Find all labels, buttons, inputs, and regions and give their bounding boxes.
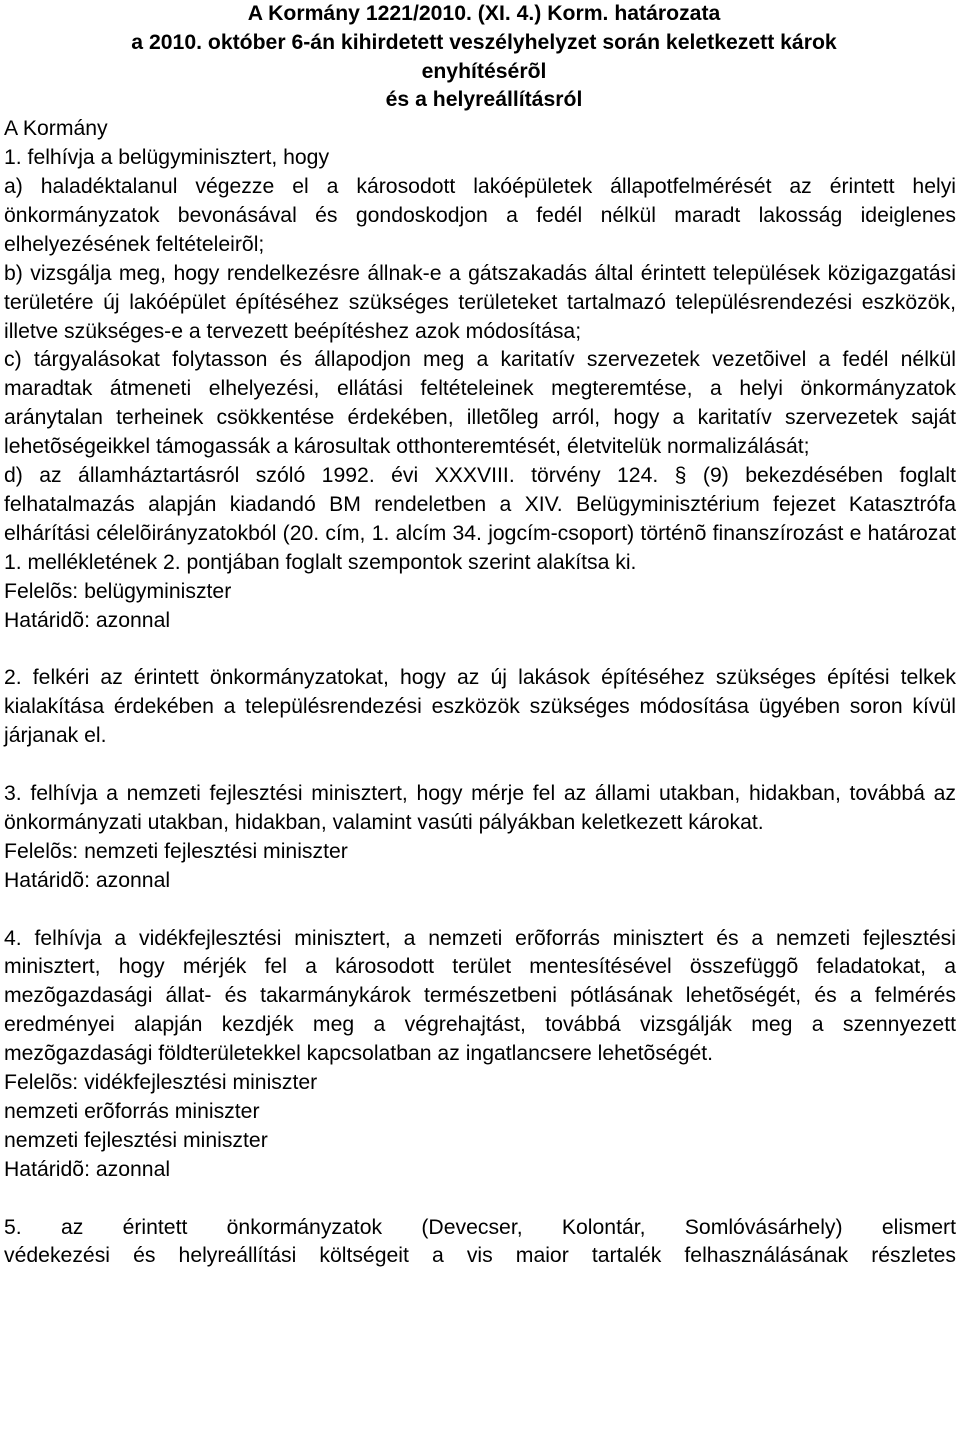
- point-1-heading: 1. felhívja a belügyminisztert, hogy: [4, 146, 330, 170]
- point-1-deadline: Határidõ: azonnal: [4, 608, 171, 632]
- point-4-deadline: Határidõ: azonnal: [4, 1157, 171, 1181]
- point-1-a: a) haladéktalanul végezze el a károsodott lakóépületek állapotfelmérését az érintett helyi önkormányzatok bevonásával és gondoskodjon a fedél nélkül maradt lakosság ideiglenes elhelyezésének feltételeirõl;: [4, 175, 956, 256]
- point-1-b: b) vizsgálja meg, hogy rendelkezésre állnak-e a gátszakadás által érintett települések közigazgatási területére új lakóépület építéséhez szükséges területeket tartalmazó településrendezési eszközök, illetve szükséges-e a tervezett beépítéshez azok módosítása;: [4, 261, 956, 343]
- point-2-text: 2. felkéri az érintett önkormányzatokat, hogy az új lakások építéséhez szükséges építési telkek kialakítása érdekében a településrendezési eszközök szükséges módosítása ügyében soron kívül járjanak el.: [4, 666, 956, 748]
- spacer: [4, 1185, 956, 1214]
- document-body: [4, 115, 956, 1271]
- point-1-c: c) tárgyalásokat folytasson és állapodjon meg a karitatív szervezetek vezetõivel a fedél nélkül maradtak átmeneti elhelyezési, ellátási feltételeinek megteremtése, a helyi önkormányzatok aránytalan terheinek csökkentése érdekében, illetõleg arról, hogy a karitatív szervezetek saját lehetõségeikkel támogassák a károsultak otthonteremtését, életvitelük normalizálását;: [4, 348, 956, 459]
- point-5-line-1: 5. az érintett önkormányzatok (Devecser, Kolontár, Somlóvásárhely) elismert: [4, 1215, 956, 1239]
- point-3-text: 3. felhívja a nemzeti fejlesztési minisztert, hogy mérje fel az állami utakban, hidakban, továbbá az önkormányzati utakban, hidakban, valamint vasúti pályákban keletkezett károkat.: [4, 782, 956, 834]
- point-1-d: d) az államháztartásról szóló 1992. évi XXXVIII. törvény 124. § (9) bekezdésében foglalt felhatalmazás alapján kiadandó BM rendeletben a XIV. Belügyminisztérium fejezet Katasztrófa elhárítási célelõirányzatokból (20. cím, 1. alcím 34. jogcím-csoport) történõ finanszírozást e határozat 1. mellékletének 2. pontjában foglalt szempontok szerint alakítsa ki.: [4, 464, 956, 574]
- document-title: [4, 0, 956, 115]
- point-4-responsible-2: nemzeti erõforrás miniszter: [4, 1099, 260, 1123]
- intro-text: A Kormány: [4, 117, 108, 141]
- point-1-responsible: Felelõs: belügyminiszter: [4, 579, 232, 603]
- point-3-responsible: Felelõs: nemzeti fejlesztési miniszter: [4, 839, 348, 863]
- point-5-line-2: védekezési és helyreállítási költségeit a vis maior tartalék felhasználásának részletes: [4, 1244, 956, 1268]
- spacer: [4, 636, 956, 665]
- spacer: [4, 896, 956, 925]
- point-4-responsible: Felelõs: vidékfejlesztési miniszter: [4, 1071, 318, 1095]
- spacer: [4, 751, 956, 780]
- title-line-3: enyhítésérõl: [421, 59, 547, 83]
- title-line-1: A Kormány 1221/2010. (XI. 4.) Korm. határozata: [247, 2, 721, 25]
- point-4-text: 4. felhívja a vidékfejlesztési minisztert, a nemzeti erõforrás minisztert és a nemzeti fejlesztési minisztert, hogy mérjék fel a károsodott terület mentesítésével összefüggõ feladatokat, a mezõgazdasági állat- és takarmánykárok természetbeni pótlásának lehetõségét, és a felmérés eredményei alapján kezdjék meg a végrehajtást, továbbá vizsgálják meg a szennyezett mezõgazdasági földterületekkel kapcsolatban az ingatlancsere lehetõségét.: [4, 926, 956, 1066]
- title-line-2: a 2010. október 6-án kihirdetett veszélyhelyzet során keletkezett károk: [131, 30, 837, 54]
- point-3-deadline: Határidõ: azonnal: [4, 868, 171, 892]
- point-4-responsible-3: nemzeti fejlesztési miniszter: [4, 1128, 268, 1152]
- title-line-4: és a helyreállításról: [385, 88, 583, 112]
